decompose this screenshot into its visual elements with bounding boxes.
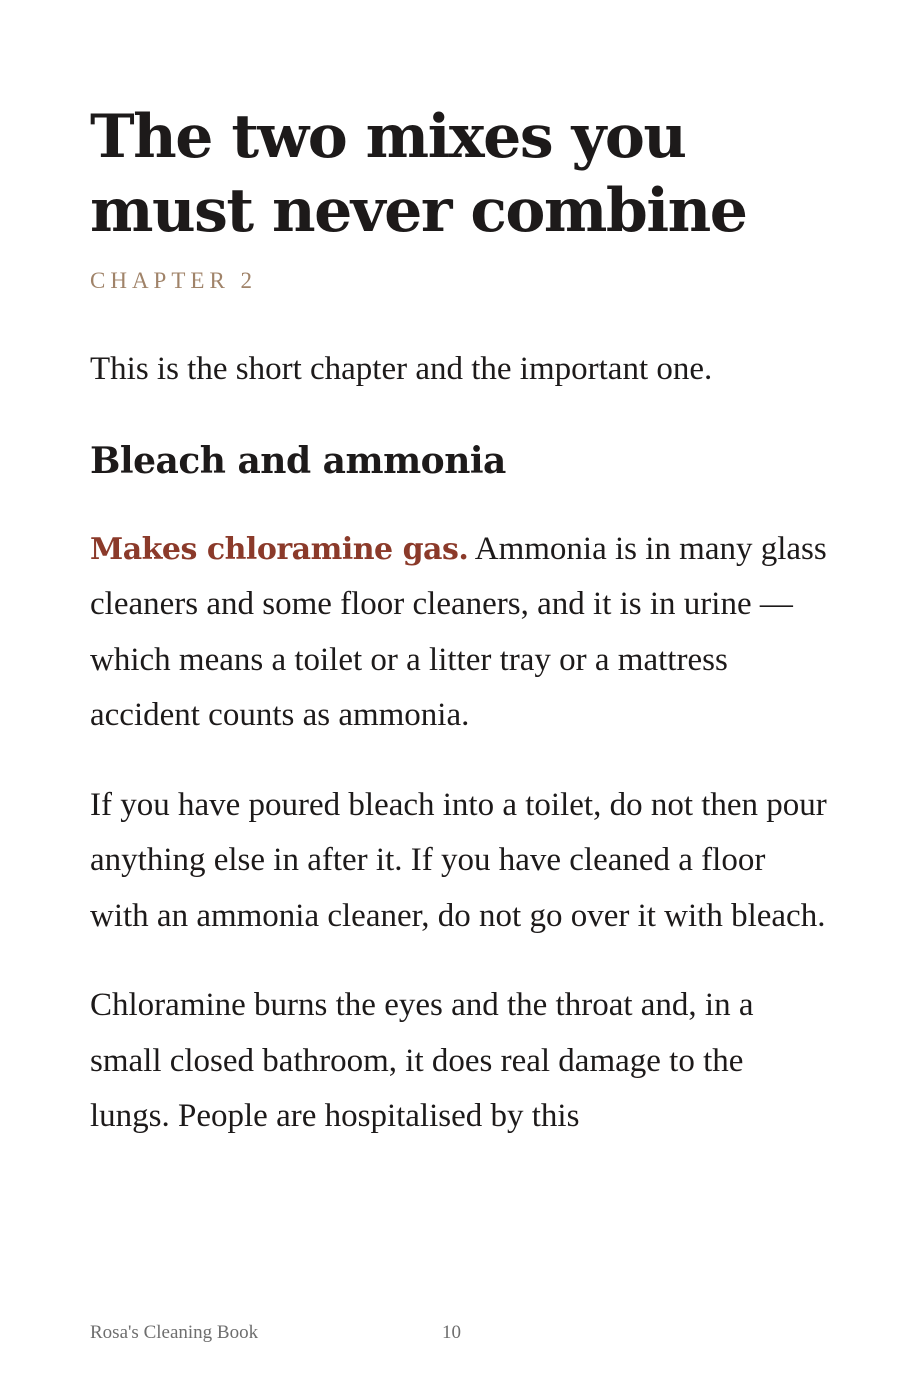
section-heading: Bleach and ammonia xyxy=(90,439,506,482)
paragraph-3: Chloramine burns the eyes and the throat and, in a small closed bathroom, it does real damage to the lungs. People are hospitalised by this xyxy=(90,987,754,1134)
paragraph-1-text: Ammonia is in many glass cleaners and some floor cleaners, and it is in urine — which means a toilet or a litter tray or a mattress accident counts as ammonia. xyxy=(90,530,827,733)
chapter-title-line-2: must never combine xyxy=(90,176,747,246)
footer-page-number: 10 xyxy=(442,1322,461,1343)
paragraph-1-lead: Makes chloramine gas. xyxy=(90,531,469,567)
chapter-title xyxy=(90,100,830,248)
footer-book-title: Rosa's Cleaning Book xyxy=(90,1322,259,1343)
chapter-title-line-1: The two mixes you xyxy=(90,102,686,172)
paragraph-1 xyxy=(90,522,830,744)
intro-paragraph: This is the short chapter and the important one. xyxy=(90,351,713,387)
page-content xyxy=(90,100,830,1145)
paragraph-2: If you have poured bleach into a toilet, do not then pour anything else in after it. If you have cleaned a floor with an ammonia cleaner, do not go over it with bleach. xyxy=(90,786,827,934)
chapter-label: CHAPTER 2 xyxy=(90,268,258,293)
